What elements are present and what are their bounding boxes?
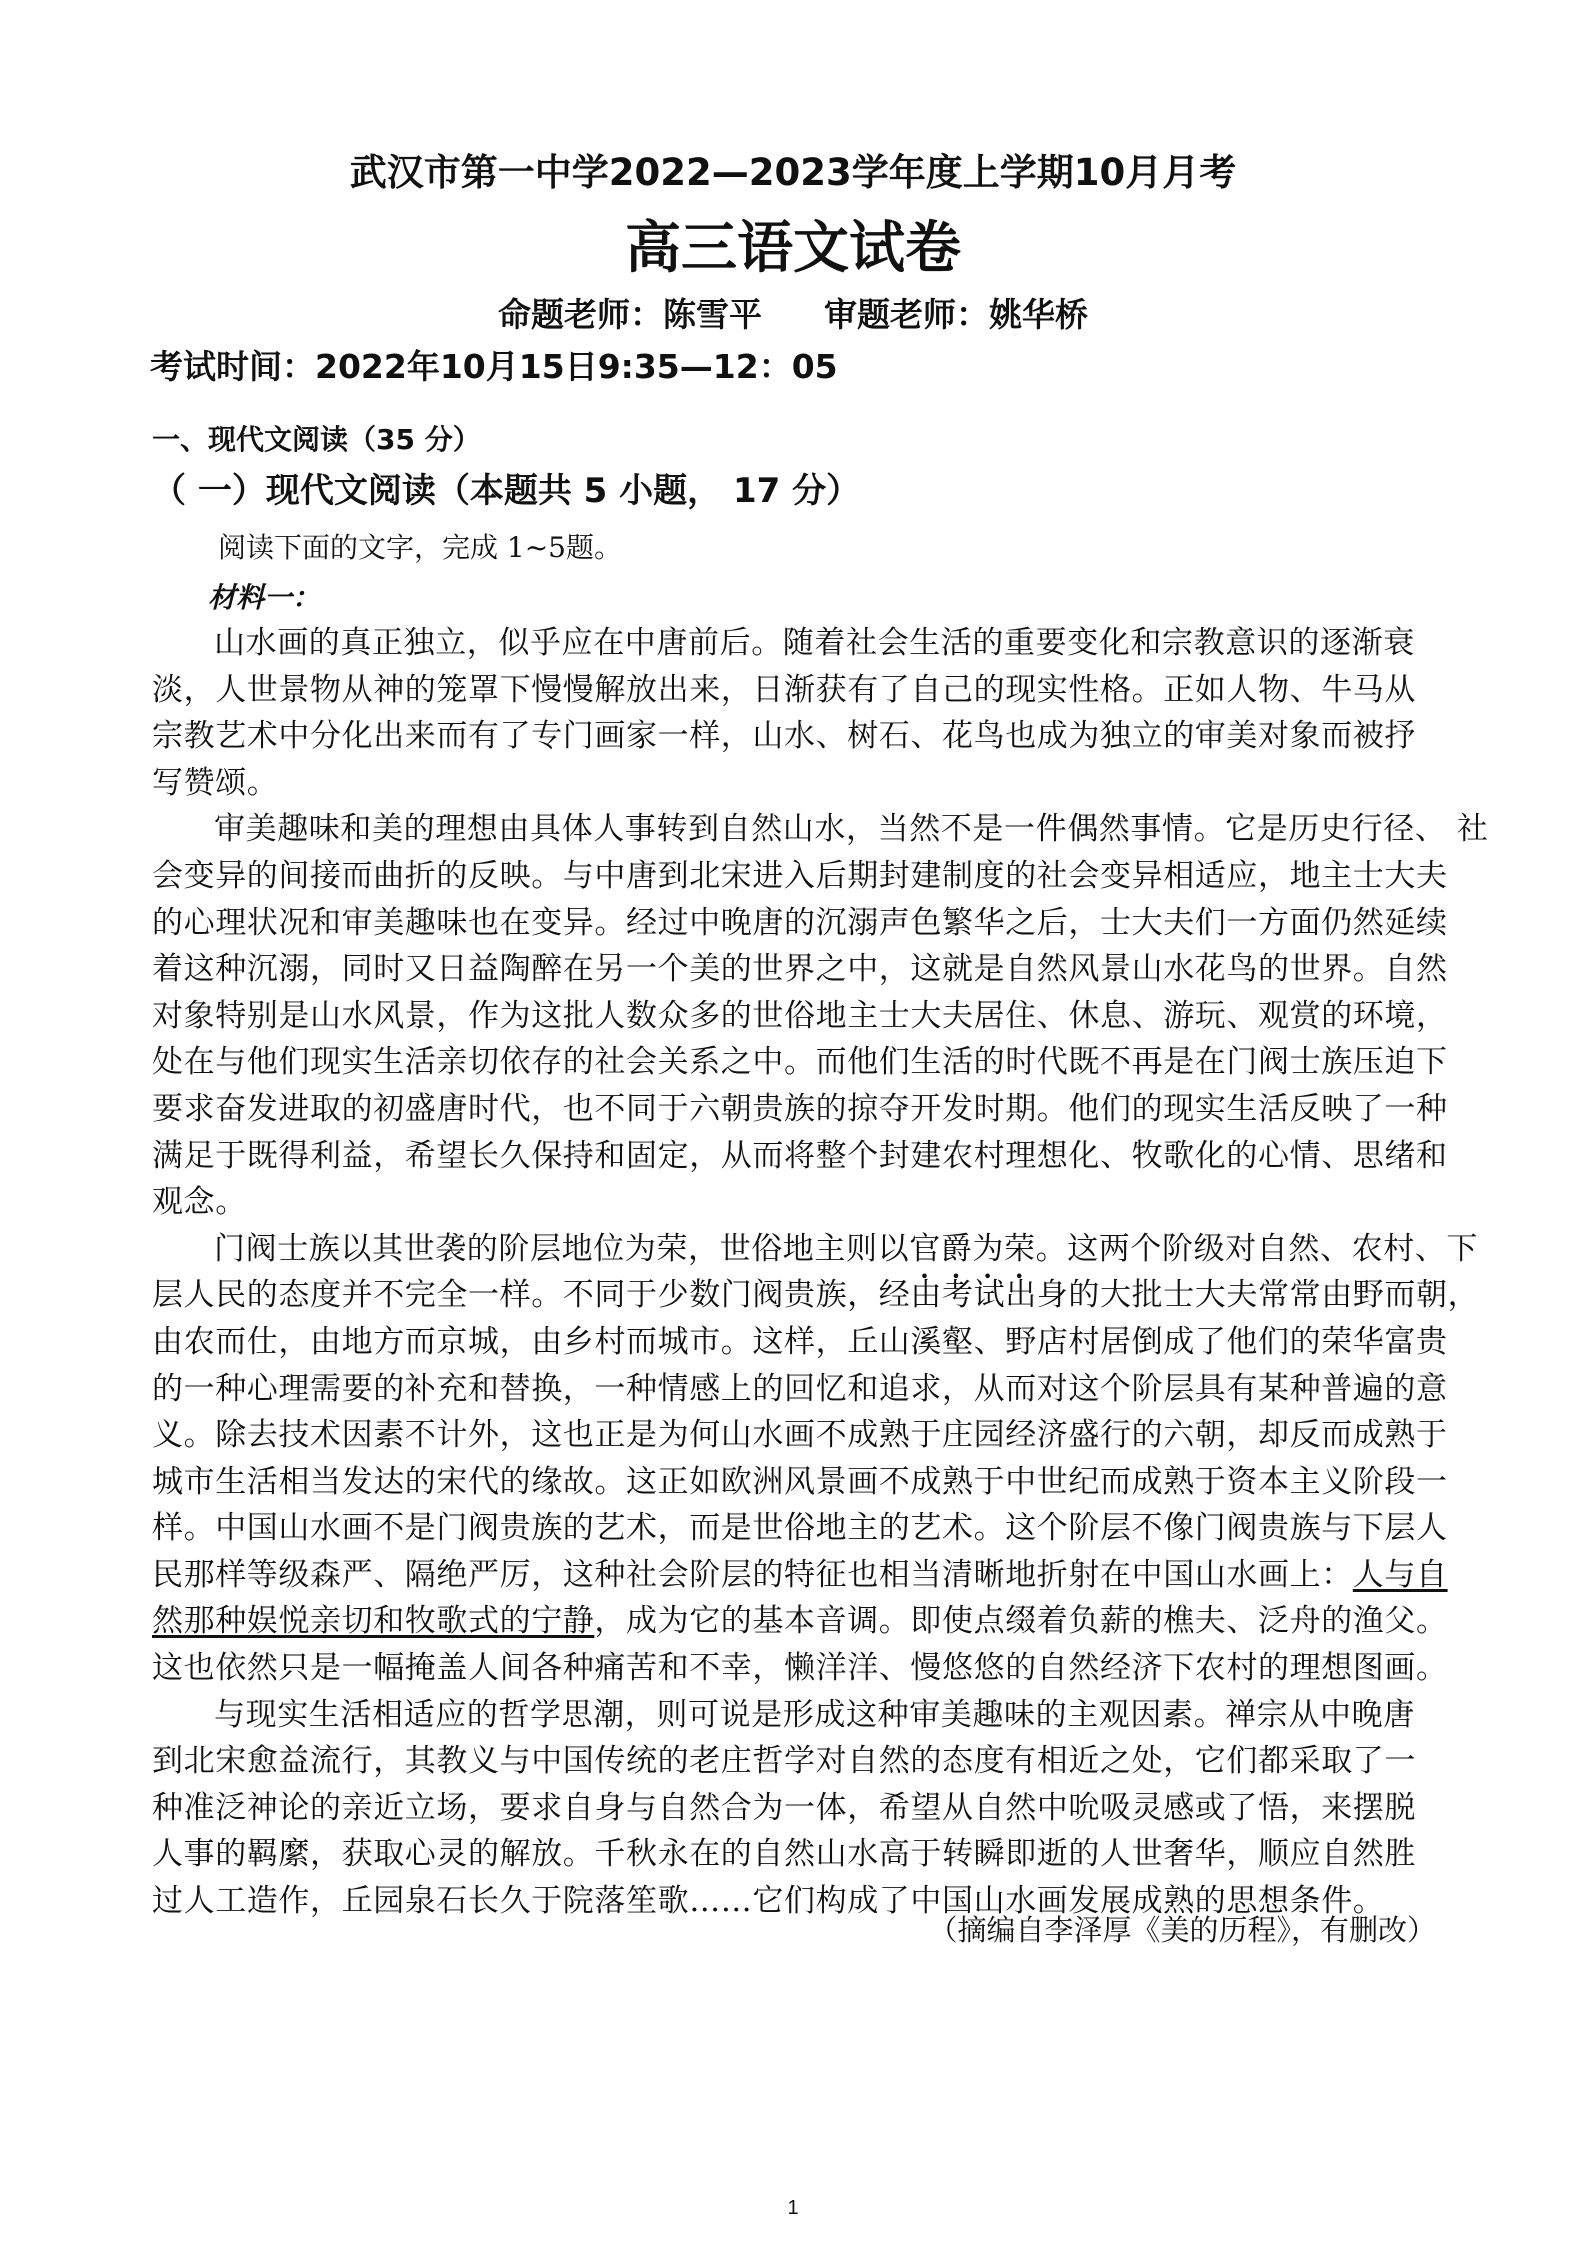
passage-line: 与现实生活相适应的哲学思潮，则可说是形成这种审美趣味的主观因素。禅宗从中晚唐	[214, 1696, 1415, 1733]
passage-line: 由农而仕，由地方而京城，由乡村而城市。这样，丘山溪壑、野店村居倒成了他们的荣华富贵	[152, 1323, 1448, 1360]
paper-title: 高三语文试卷	[625, 216, 961, 281]
reviewer-label: 审题老师：姚华桥	[824, 295, 1088, 334]
passage-text: 民那样等级森严、隔绝严厉，这种社会阶层的特征也相当清晰地折射在中国山水画上：	[152, 1556, 1353, 1593]
underlined-sentence: 人与自	[1352, 1556, 1448, 1593]
passage-line: 淡，人世景物从神的笼罩下慢慢解放出来，日渐获有了自己的现实性格。正如人物、牛马从	[152, 671, 1416, 708]
passage-line: 满足于既得利益，希望长久保持和固定，从而将整个封建农村理想化、牧歌化的心情、思绪和	[152, 1137, 1448, 1174]
section-heading: 一、现代文阅读（35 分）	[152, 423, 481, 456]
passage-line: 写赞颂。	[152, 764, 279, 801]
passage-line: 处在与他们现实生活亲切依存的社会关系之中。而他们生活的时代既不再是在门阀士族压迫下	[152, 1044, 1448, 1081]
passage-line: 层人民的态度并不完全一样。不同于少数门阀贵族，经由考试出身的大批士大夫常常由野而朝，	[152, 1277, 1480, 1314]
passage-line	[152, 1226, 1479, 1273]
passage-text: 。这两个阶级对自然、农村、下	[1035, 1230, 1479, 1267]
passage-text: ，成为它的基本音调。即使点缀着负薪的樵夫、泛舟的渔父。	[594, 1603, 1448, 1640]
passage-line: 的心理状况和审美趣味也在变异。经过中晚唐的沉溺声色繁华之后，士大夫们一方面仍然延续	[152, 904, 1448, 941]
passage-line: 这也依然只是一幅掩盖人间各种痛苦和不幸，懒洋洋、慢悠悠的自然经济下农村的理想图画。	[152, 1650, 1448, 1687]
passage-line: 城市生活相当发达的宋代的缘故。这正如欧洲风景画不成熟于中世纪而成熟于资本主义阶段一	[152, 1463, 1448, 1500]
passage-line: 审美趣味和美的理想由具体人事转到自然山水，当然不是一件偶然事情。它是历史行径、 社	[214, 811, 1489, 848]
passage-line: 会变异的间接而曲折的反映。与中唐到北宋进入后期封建制度的社会变异相适应，地主士大夫	[152, 857, 1448, 894]
passage-line	[152, 1552, 1448, 1599]
teachers-line	[0, 292, 1586, 338]
passage-line: 义。除去技术因素不计外，这也正是为何山水画不成熟于庄园经济盛行的六朝，却反而成熟于	[152, 1417, 1448, 1454]
material-label: 材料一：	[208, 581, 321, 614]
passage-line: 的一种心理需要的补充和替换，一种情感上的回忆和追求，从而对这个阶层具有某种普遍的意	[152, 1370, 1448, 1407]
passage-line: 要求奋发进取的初盛唐时代，也不同于六朝贵族的掠夺开发时期。他们的现实生活反映了一种	[152, 1090, 1448, 1127]
page-number: 1	[787, 2197, 799, 2219]
passage-text: 门阀士族以其世袭的阶层地位为荣，世俗地主则以	[214, 1230, 910, 1267]
passage-line	[152, 1598, 1448, 1645]
passage-line: 人事的羁縻，获取心灵的解放。千秋永在的自然山水高于转瞬即逝的人世奢华，顺应自然胜	[152, 1836, 1416, 1873]
underlined-sentence: 然那种娱悦亲切和牧歌式的宁静	[152, 1603, 595, 1640]
setter-label: 命题老师：陈雪平	[498, 295, 762, 334]
passage-line: 样。中国山水画不是门阀贵族的艺术，而是世俗地主的艺术。这个阶层不像门阀贵族与下层人	[152, 1510, 1448, 1547]
source-citation: （摘编自李泽厚《美的历程》，有删改）	[928, 1913, 1436, 1947]
passage-line: 着这种沉溺，同时又日益陶醉在另一个美的世界之中，这就是自然风景山水花鸟的世界。自然	[152, 951, 1448, 988]
passage-body	[152, 620, 1489, 1925]
subsection-heading: （ 一）现代文阅读（本题共 5 小题， 17 分）	[152, 471, 861, 511]
passage-line: 种准泛神论的亲近立场，要求自身与自然合为一体，希望从自然中吮吸灵感或了悟，来摆脱	[152, 1789, 1416, 1826]
passage-line: 到北宋愈益流行，其教义与中国传统的老庄哲学对自然的态度有相近之处，它们都采取了一	[152, 1743, 1416, 1780]
passage-line: 过人工造作，丘园泉石长久于院落笙歌……它们构成了中国山水画发展成熟的思想条件。	[152, 1883, 1385, 1920]
passage-line: 观念。	[152, 1184, 247, 1221]
passage-line: 山水画的真正独立，似乎应在中唐前后。随着社会生活的重要变化和宗教意识的逐渐衰	[214, 625, 1415, 661]
exam-time: 考试时间：2022年10月15日9:35—12：05	[150, 347, 838, 386]
emphasized-phrase: 官爵为荣	[909, 1230, 1036, 1267]
reading-instruction: 阅读下面的文字，完成 1~5题。	[218, 531, 622, 564]
passage-line: 宗教艺术中分化出来而有了专门画家一样，山水、树石、花鸟也成为独立的审美对象而被抒	[152, 718, 1416, 755]
school-exam-title: 武汉市第一中学2022—2023学年度上学期10月月考	[349, 151, 1237, 194]
passage-line: 对象特别是山水风景，作为这批人数众多的世俗地主士大夫居住、休息、游玩、观赏的环境，	[152, 997, 1448, 1034]
